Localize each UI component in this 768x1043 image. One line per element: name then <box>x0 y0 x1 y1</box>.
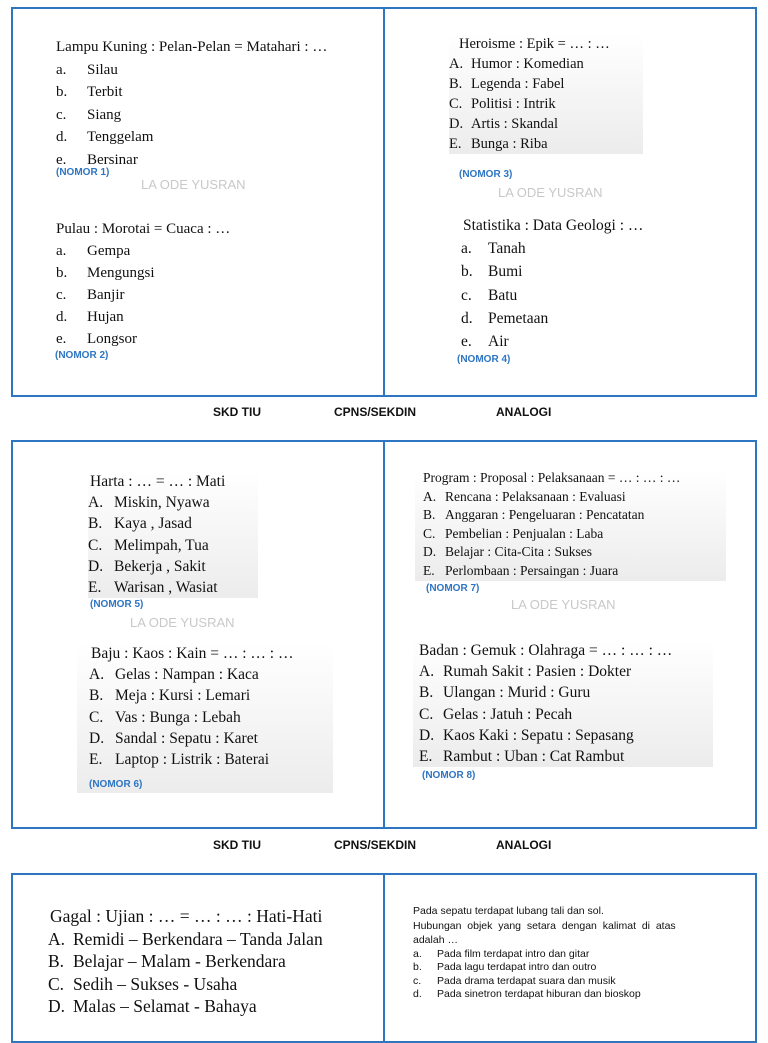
question-number-6: (NOMOR 6) <box>89 779 143 791</box>
option-c: C. Sedih – Sukses - Usaha <box>48 973 238 994</box>
question-9 <box>48 905 323 1018</box>
question-number-8: (NOMOR 8) <box>422 770 476 781</box>
question-number-1: (NOMOR 1) <box>56 167 110 178</box>
watermark: LA ODE YUSRAN <box>511 597 616 612</box>
option-a: A. Remidi – Berkendara – Tanda Jalan <box>48 928 323 949</box>
question-number-2: (NOMOR 2) <box>55 350 109 361</box>
option-c: c. Pada drama terdapat suara dan musik <box>413 974 616 987</box>
question-1 <box>56 36 327 171</box>
option-d: d. Hujan <box>56 309 124 325</box>
question-2 <box>56 218 230 350</box>
option-d: D. Artis : Skandal <box>449 116 558 132</box>
option-a: A. Rencana : Pelaksanaan : Evaluasi <box>423 488 626 504</box>
option-a: a. Gempa <box>56 243 131 259</box>
option-d: d. Pada sinetron terdapat hiburan dan bioskop <box>413 988 641 1000</box>
option-a: A. Rumah Sakit : Pasien : Dokter <box>419 663 632 681</box>
option-a: a. Tanah <box>461 240 526 258</box>
question-stem: Statistika : Data Geologi : … <box>463 217 644 234</box>
option-d: d. Pemetaan <box>461 309 549 327</box>
caption-topic: ANALOGI <box>496 405 552 419</box>
option-e: E. Laptop : Listrik : Baterai <box>89 751 270 769</box>
option-b: B. Kaya , Jasad <box>88 515 192 533</box>
caption-subject: SKD TIU <box>213 838 261 852</box>
option-a: A. Miskin, Nyawa <box>88 494 210 512</box>
question-6 <box>77 643 333 793</box>
question-number-3: (NOMOR 3) <box>459 169 513 180</box>
question-8 <box>413 640 713 767</box>
watermark: LA ODE YUSRAN <box>498 185 603 200</box>
question-number-4: (NOMOR 4) <box>457 354 511 365</box>
question-number-7: (NOMOR 7) <box>426 583 480 594</box>
caption-topic: ANALOGI <box>496 838 552 852</box>
question-4 <box>461 214 643 353</box>
panel-divider <box>383 875 385 1041</box>
option-c: C. Politisi : Intrik <box>449 96 556 112</box>
option-c: C. Pembelian : Penjualan : Laba <box>423 525 604 541</box>
option-b: b. Mengungsi <box>56 265 155 281</box>
question-number-5: (NOMOR 5) <box>90 599 144 610</box>
option-b: B. Meja : Kursi : Lemari <box>89 687 251 705</box>
option-a: a. Silau <box>56 61 118 78</box>
question-10 <box>413 904 733 1002</box>
option-e: E. Rambut : Uban : Cat Rambut <box>419 748 625 766</box>
option-d: D. Sandal : Sepatu : Karet <box>89 729 258 747</box>
option-c: c. Banjir <box>56 287 125 303</box>
option-e: e. Air <box>461 333 509 351</box>
option-b: B. Legenda : Fabel <box>449 76 565 92</box>
option-c: C. Gelas : Jatuh : Pecah <box>419 705 573 723</box>
option-e: E. Perlombaan : Persaingan : Juara <box>423 562 619 578</box>
option-b: b. Terbit <box>56 84 123 100</box>
option-d: d. Tenggelam <box>56 129 154 145</box>
question-stem: Baju : Kaos : Kain = … : … : … <box>91 645 294 662</box>
option-d: D. Belajar : Cita-Cita : Sukses <box>423 544 592 560</box>
option-e: E. Bunga : Riba <box>449 136 548 152</box>
caption-exam: CPNS/SEKDIN <box>334 838 417 852</box>
option-e: E. Warisan , Wasiat <box>88 579 218 597</box>
analogy-panel-1 <box>11 7 757 397</box>
option-e: e. Longsor <box>56 331 137 347</box>
question-7 <box>415 469 726 581</box>
analogy-panel-3 <box>11 873 757 1043</box>
question-line-3: adalah … <box>413 934 458 946</box>
option-a: a. Pada film terdapat intro dan gitar <box>413 947 590 960</box>
option-c: C. Vas : Bunga : Lebah <box>89 708 241 726</box>
analogy-panel-2 <box>11 440 757 829</box>
option-d: D. Kaos Kaki : Sepatu : Sepasang <box>419 726 634 744</box>
question-3 <box>449 34 643 154</box>
option-a: A. Humor : Komedian <box>449 56 584 72</box>
question-stem: Badan : Gemuk : Olahraga = … : … : … <box>419 642 673 659</box>
option-b: B. Belajar – Malam - Berkendara <box>48 951 286 971</box>
watermark: LA ODE YUSRAN <box>130 615 235 630</box>
option-a: A. Gelas : Nampan : Kaca <box>89 666 259 684</box>
question-stem: Lampu Kuning : Pelan-Pelan = Matahari : … <box>56 39 328 55</box>
option-e: e. Bersinar <box>56 151 138 168</box>
caption-subject: SKD TIU <box>213 405 261 419</box>
option-c: C. Melimpah, Tua <box>88 536 209 554</box>
question-stem: Pulau : Morotai = Cuaca : … <box>56 221 231 237</box>
question-stem: Program : Proposal : Pelaksanaan = … : … : … <box>423 470 681 485</box>
option-d: D. Bekerja , Sakit <box>88 557 206 575</box>
option-c: c. Batu <box>461 286 518 304</box>
option-b: B. Anggaran : Pengeluaran : Pencatatan <box>423 507 645 523</box>
panel-divider <box>383 442 385 827</box>
option-d: D. Malas – Selamat - Bahaya <box>48 996 257 1016</box>
question-line-2: Hubungan objek yang setara dengan kalimat di atas <box>413 919 676 932</box>
panel-divider <box>383 9 385 395</box>
watermark: LA ODE YUSRAN <box>141 177 246 192</box>
question-stem: Gagal : Ujian : … = … : … : Hati-Hati <box>50 906 323 926</box>
option-b: b. Pada lagu terdapat intro dan outro <box>413 961 597 973</box>
question-stem: Heroisme : Epik = … : … <box>459 36 610 52</box>
question-line-1: Pada sepatu terdapat lubang tali dan sol. <box>413 905 604 917</box>
caption-exam: CPNS/SEKDIN <box>334 405 417 419</box>
option-c: c. Siang <box>56 106 122 123</box>
option-b: B. Ulangan : Murid : Guru <box>419 684 591 702</box>
option-b: b. Bumi <box>461 263 523 281</box>
question-stem: Harta : … = … : Mati <box>90 473 226 490</box>
question-5 <box>88 471 258 598</box>
